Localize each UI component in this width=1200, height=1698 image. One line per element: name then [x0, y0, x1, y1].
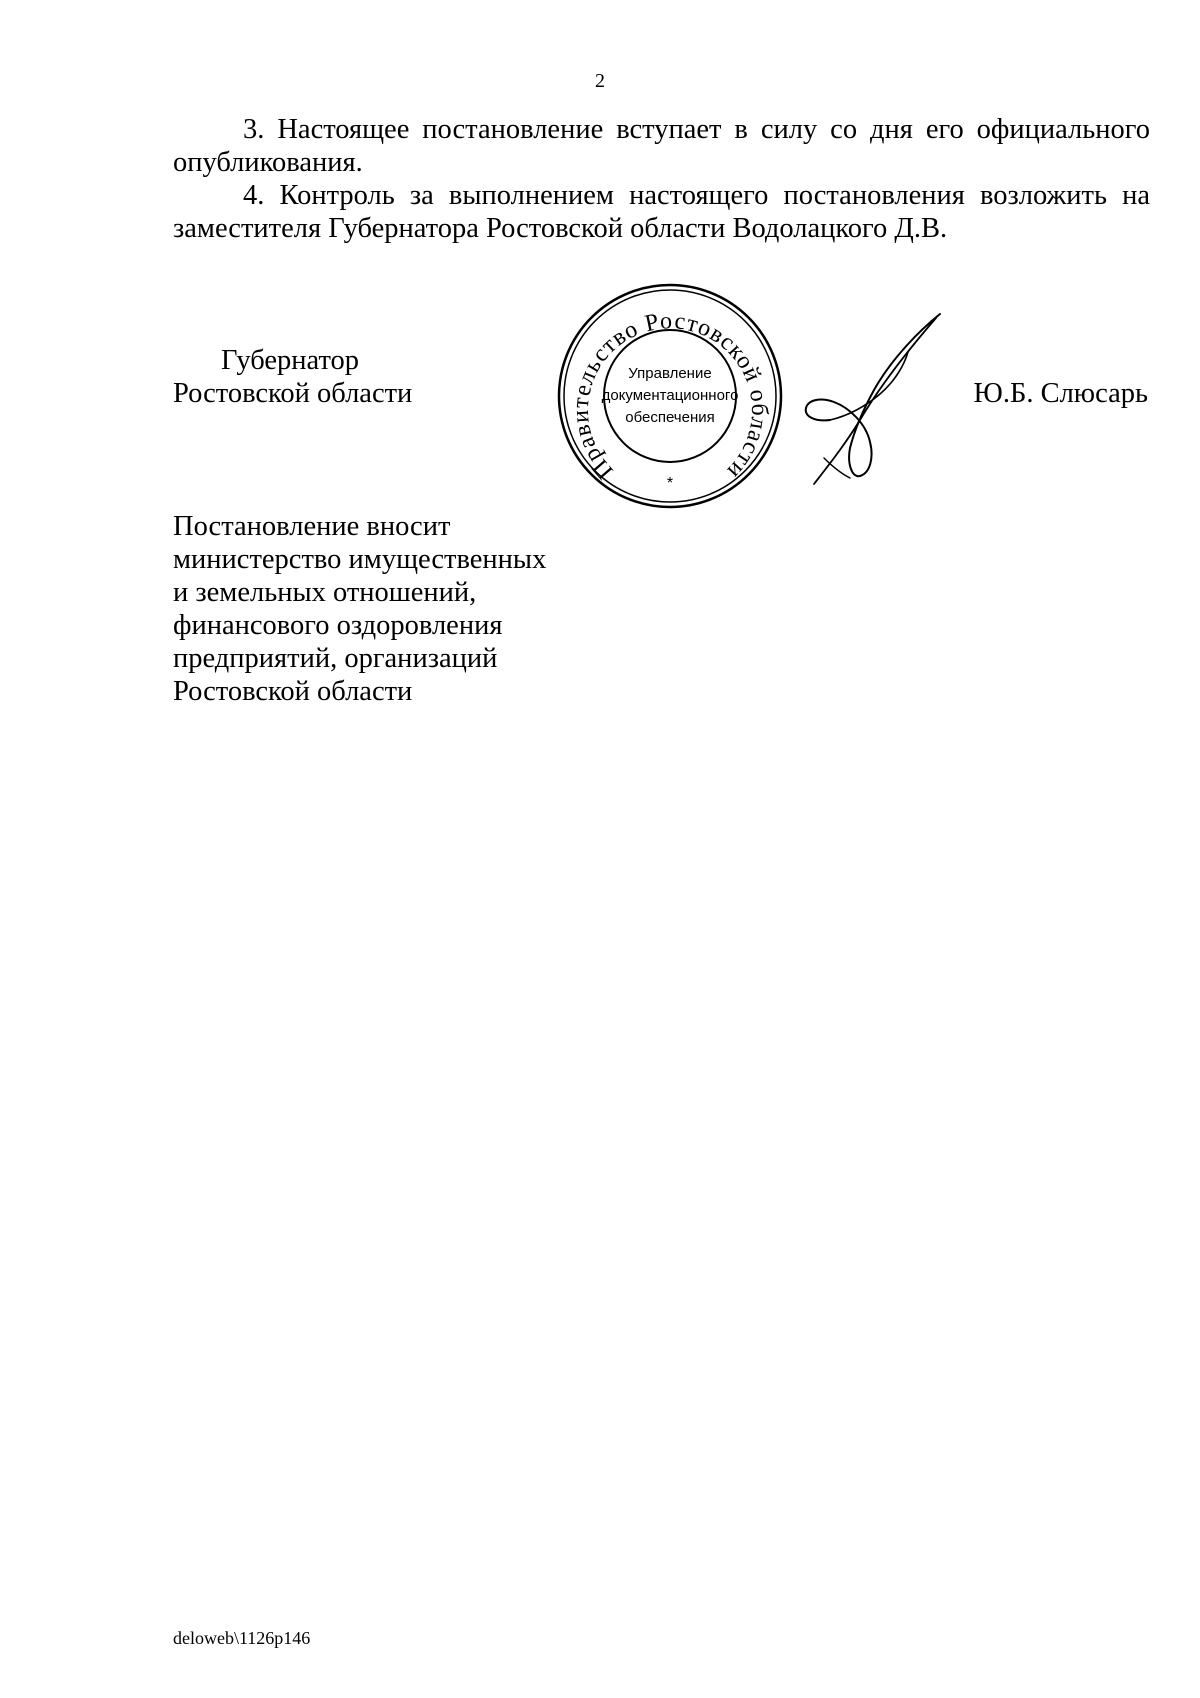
paragraph-3: 3. Настоящее постановление вступает в силу со дня его официального опубликования.	[173, 114, 1150, 178]
document-code: deloweb\1126p146	[173, 1628, 311, 1648]
body-text	[173, 113, 1150, 245]
stamp-star: *	[666, 475, 674, 492]
stamp-inner-line1: Управление	[628, 365, 712, 382]
submitter-line: финансового оздоровления	[173, 610, 503, 641]
submitter-line: министерство имущественных	[173, 544, 547, 575]
submitter-line: предприятий, организаций	[173, 643, 498, 674]
stamp-outer-text: Правительство Ростовской области	[567, 308, 773, 485]
signatory-title-line2: Ростовской области	[173, 378, 413, 409]
submitter-block	[173, 510, 546, 708]
signatory-title-line1: Губернатор	[221, 345, 360, 376]
submitter-line: Ростовской области	[173, 676, 413, 707]
page-number: 2	[595, 70, 605, 92]
stamp-inner-line3: обеспечения	[625, 409, 715, 426]
submitter-line: Постановление вносит	[173, 511, 451, 542]
paragraph-4: 4. Контроль за выполнением настоящего постановления возложить на заместителя Губернатора Ростовской области Водолацкого Д.В.	[173, 180, 1150, 244]
signatory-name: Ю.Б. Слюсарь	[973, 378, 1148, 409]
handwritten-signature	[800, 308, 950, 488]
signatory-title	[173, 344, 412, 410]
stamp-inner-line2: документационного	[601, 387, 739, 404]
submitter-line: и земельных отношений,	[173, 577, 477, 608]
official-stamp	[556, 282, 784, 510]
